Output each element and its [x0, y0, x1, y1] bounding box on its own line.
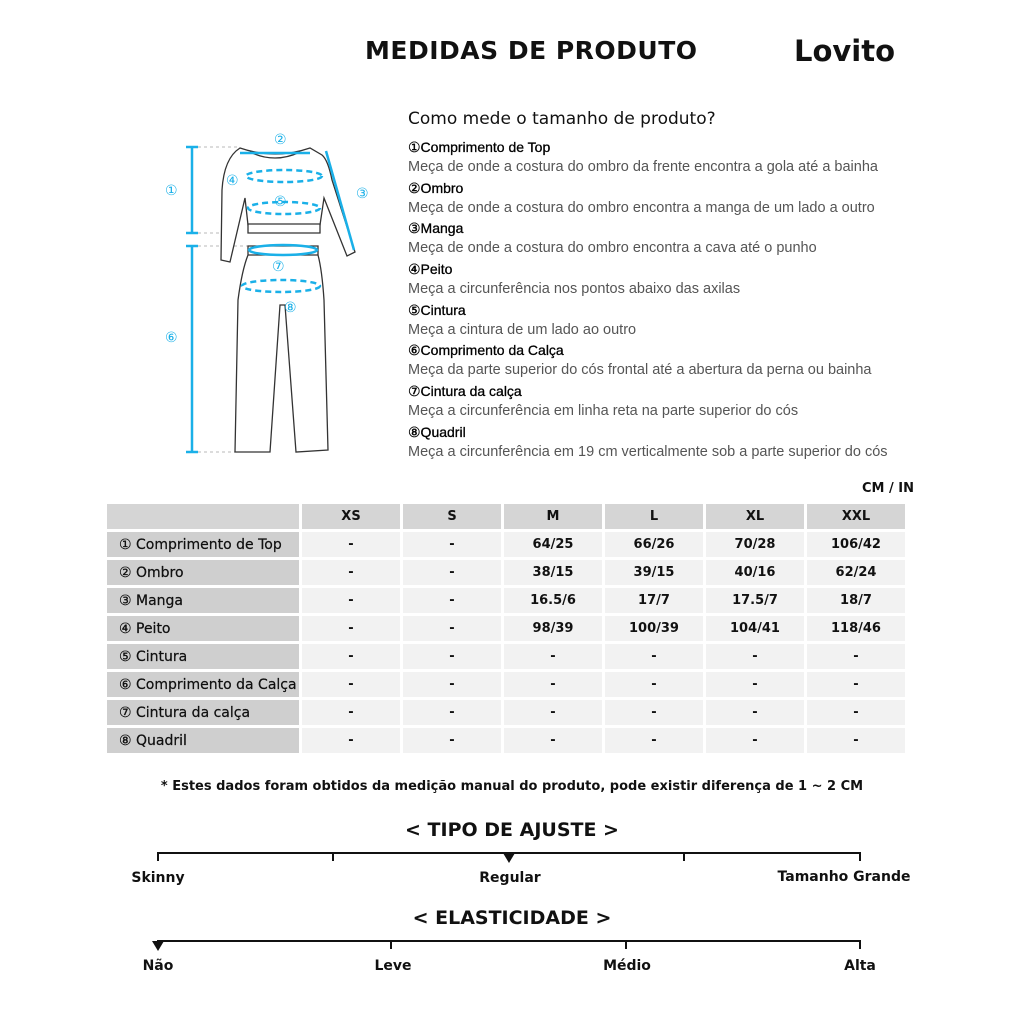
table-cell: - [807, 672, 905, 697]
table-cell: - [403, 616, 501, 641]
guide-item [408, 179, 1008, 220]
table-cell: - [706, 700, 804, 725]
elasticity-selected-marker [152, 941, 164, 951]
table-cell: - [504, 728, 602, 753]
table-cell: - [403, 672, 501, 697]
fit-label-regular: Regular [479, 870, 541, 886]
table-cell: 62/24 [807, 560, 905, 585]
label-8: ⑧ [284, 300, 297, 316]
elasticity-tick [390, 940, 392, 949]
table-cell: 100/39 [605, 616, 703, 641]
elasticity-label-none: Não [142, 958, 174, 974]
row-label: ⑦ Cintura da calça [107, 700, 299, 725]
guide-item-text: Meça a circunferência em 19 cm verticalmente sob a parte superior do cós [408, 443, 888, 460]
table-cell: - [302, 728, 400, 753]
table-cell: - [706, 728, 804, 753]
table-cell: 66/26 [605, 532, 703, 557]
page-title: MEDIDAS DE PRODUTO [365, 36, 698, 65]
table-cell: 39/15 [605, 560, 703, 585]
table-cell: 16.5/6 [504, 588, 602, 613]
table-cell: - [605, 700, 703, 725]
size-header: XXL [807, 504, 905, 529]
table-row [107, 560, 905, 585]
table-row [107, 672, 905, 697]
table-cell: 38/15 [504, 560, 602, 585]
pants-garment [235, 246, 328, 452]
table-cell: - [302, 700, 400, 725]
elasticity-title: < ELASTICIDADE > [412, 907, 612, 929]
brand-logo: Lovito [794, 34, 896, 68]
fit-title: < TIPO DE AJUSTE > [405, 819, 619, 841]
table-cell: 70/28 [706, 532, 804, 557]
size-header-row [107, 504, 905, 529]
table-cell: - [302, 672, 400, 697]
fit-tick [683, 852, 685, 861]
guide-item-name: ④Peito [408, 261, 453, 278]
table-cell: 104/41 [706, 616, 804, 641]
size-header: L [605, 504, 703, 529]
row-label: ⑤ Cintura [107, 644, 299, 669]
table-cell: - [706, 644, 804, 669]
guide-item [408, 301, 1008, 342]
guide-item-text: Meça de onde a costura do ombro encontra a cava até o punho [408, 240, 817, 257]
guide-item [408, 260, 1008, 301]
guide-item-text: Meça a circunferência em linha reta na parte superior do cós [408, 403, 799, 420]
guide-item-name: ①Comprimento de Top [408, 139, 551, 155]
table-cell: - [807, 700, 905, 725]
label-2: ② [274, 132, 287, 148]
guide-item-text: Meça de onde a costura do ombro da frente encontra a gola até a bainha [408, 159, 878, 175]
size-header: M [504, 504, 602, 529]
size-header: S [403, 504, 501, 529]
guide-question: Como mede o tamanho de produto? [408, 109, 716, 129]
table-cell: - [403, 588, 501, 613]
table-cell: 106/42 [807, 532, 905, 557]
table-cell: - [403, 700, 501, 725]
table-cell: 18/7 [807, 588, 905, 613]
row-label: ⑥ Comprimento da Calça [107, 672, 299, 697]
measurement-note: * Estes dados foram obtidos da medição manual do produto, pode existir diferença de 1 ~ 2 CM [160, 779, 864, 794]
table-cell: - [302, 560, 400, 585]
guide-item-text: Meça a cintura de um lado ao outro [408, 321, 637, 338]
label-7: ⑦ [272, 259, 285, 275]
table-cell: - [302, 532, 400, 557]
table-cell: - [807, 644, 905, 669]
measurement-guide [408, 138, 1008, 464]
label-1: ① [165, 183, 178, 199]
fit-selected-marker [503, 853, 515, 863]
fit-label-skinny: Skinny [131, 870, 185, 886]
table-cell: 40/16 [706, 560, 804, 585]
fit-tick [157, 852, 159, 861]
table-cell: 98/39 [504, 616, 602, 641]
table-cell: 17.5/7 [706, 588, 804, 613]
table-cell: - [504, 644, 602, 669]
unit-label: CM / IN [862, 481, 914, 496]
table-row [107, 588, 905, 613]
table-cell: - [605, 728, 703, 753]
table-corner [107, 504, 299, 529]
row-label: ② Ombro [107, 560, 299, 585]
table-cell: - [302, 616, 400, 641]
row-label: ③ Manga [107, 588, 299, 613]
guide-item [408, 219, 1008, 260]
table-cell: - [302, 644, 400, 669]
guide-item [408, 138, 1008, 179]
label-5: ⑤ [274, 194, 287, 210]
elasticity-tick [859, 940, 861, 949]
guide-item-name: ⑥Comprimento da Calça [408, 342, 564, 359]
row-label: ④ Peito [107, 616, 299, 641]
garment-illustration [150, 120, 400, 465]
size-header: XS [302, 504, 400, 529]
table-cell: - [706, 672, 804, 697]
guide-item [408, 382, 1008, 423]
label-3: ③ [356, 186, 369, 202]
guide-item-text: Meça a circunferência nos pontos abaixo das axilas [408, 281, 741, 298]
table-cell: - [605, 644, 703, 669]
guide-item [408, 341, 1008, 382]
guide-item-name: ②Ombro [408, 179, 464, 196]
table-cell: - [403, 560, 501, 585]
row-label: ① Comprimento de Top [107, 532, 299, 557]
elasticity-scale-line [158, 940, 861, 942]
table-row [107, 532, 905, 557]
table-cell: - [403, 532, 501, 557]
table-cell: - [605, 672, 703, 697]
table-cell: 118/46 [807, 616, 905, 641]
table-row [107, 644, 905, 669]
guide-item-text: Meça da parte superior do cós frontal até a abertura da perna ou bainha [408, 362, 872, 379]
table-cell: 64/25 [504, 532, 602, 557]
table-row [107, 616, 905, 641]
table-cell: - [504, 700, 602, 725]
label-6: ⑥ [165, 330, 178, 346]
table-cell: 17/7 [605, 588, 703, 613]
elasticity-label-medium: Médio [603, 958, 651, 974]
table-cell: - [504, 672, 602, 697]
fit-tick [332, 852, 334, 861]
elasticity-tick [625, 940, 627, 949]
table-row [107, 728, 905, 753]
elasticity-label-high: Alta [844, 958, 876, 974]
guide-item-name: ③Manga [408, 220, 464, 237]
table-cell: - [302, 588, 400, 613]
fit-label-large: Tamanho Grande [777, 869, 911, 885]
table-cell: - [807, 728, 905, 753]
size-header: XL [706, 504, 804, 529]
guide-item-text: Meça de onde a costura do ombro encontra a manga de um lado a outro [408, 199, 875, 216]
guide-item-name: ⑧Quadril [408, 423, 466, 440]
table-cell: - [403, 644, 501, 669]
row-label: ⑧ Quadril [107, 728, 299, 753]
fit-tick [859, 852, 861, 861]
table-row [107, 700, 905, 725]
size-table [104, 501, 908, 756]
table-cell: - [403, 728, 501, 753]
guide-item [408, 423, 1008, 464]
elasticity-label-light: Leve [374, 958, 412, 974]
guide-item-name: ⑦Cintura da calça [408, 383, 522, 400]
guide-item-name: ⑤Cintura [408, 301, 466, 318]
label-4: ④ [226, 173, 239, 189]
